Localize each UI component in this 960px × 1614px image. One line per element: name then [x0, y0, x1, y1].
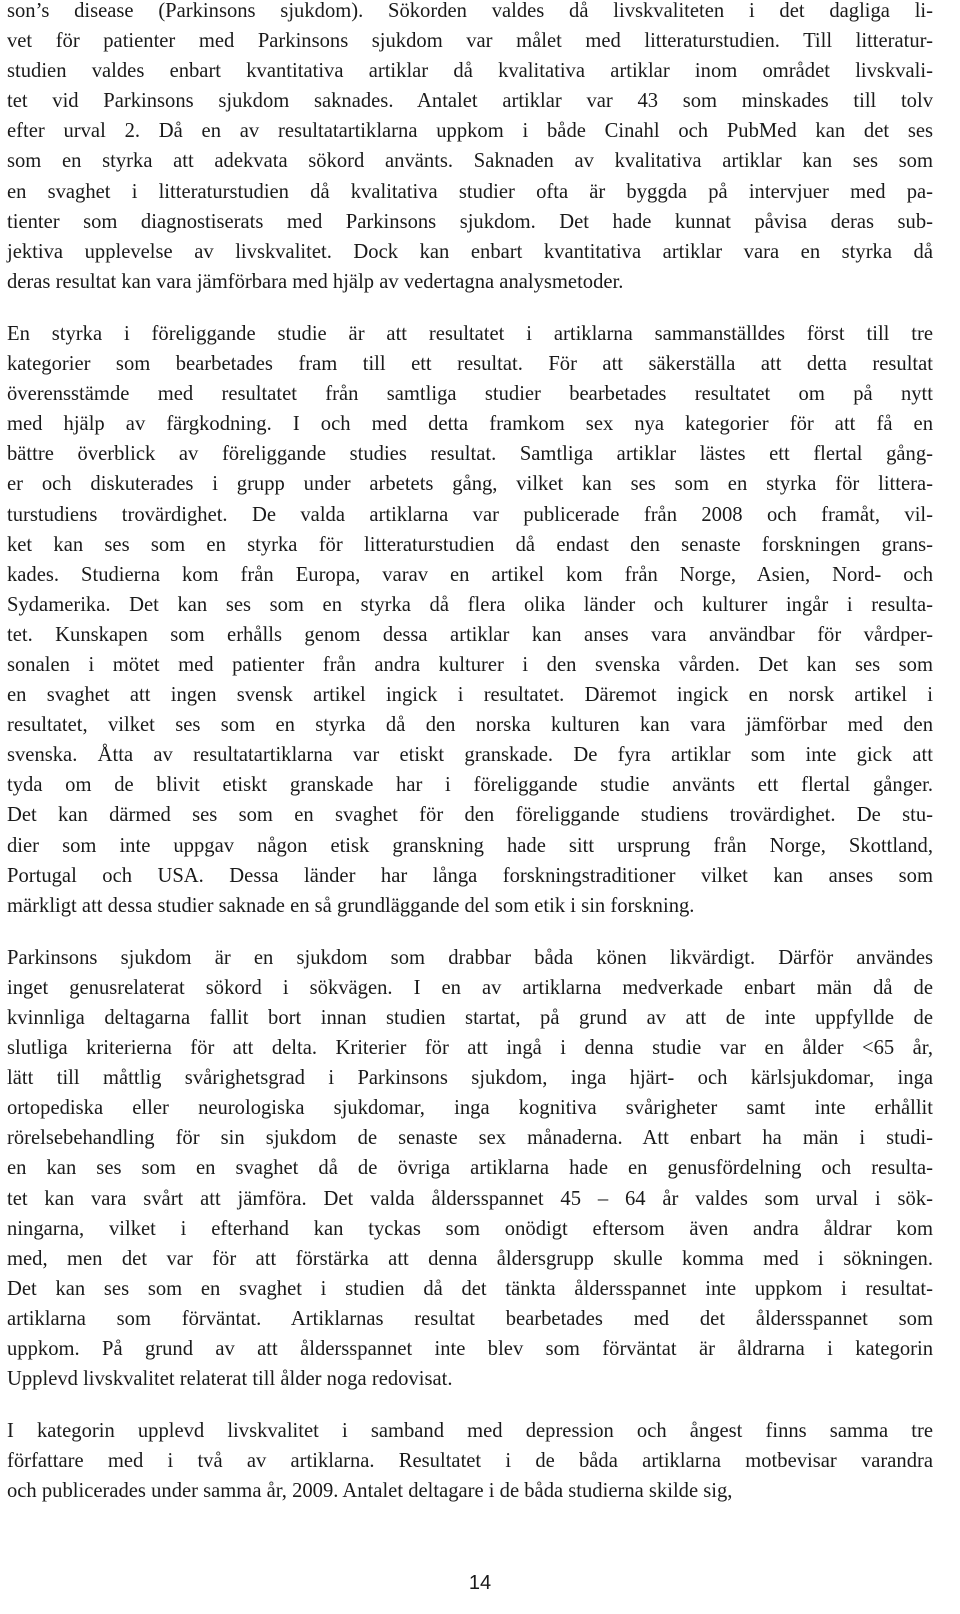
page-number: 14 [468, 1572, 492, 1594]
text-line: kvinnliga deltagarna fallit bort innan studien startat, på grund av att de inte uppfyllde de [7, 1007, 933, 1029]
text-line: uppkom. På grund av att åldersspannet inte blev som förväntat är åldrarna i kategorin [7, 1338, 933, 1361]
text-line: son’s disease (Parkinsons sjukdom). Sökorden valdes då livskvaliteten i det dagliga li- [7, 0, 933, 22]
text-line: lätt till måttlig svårighetsgrad i Parkinsons sjukdom, inga hjärt- och kärlsjukdomar, inga [7, 1067, 933, 1090]
text-line: kategorier som bearbetades fram till ett resultat. För att säkerställa att detta resultat [7, 353, 933, 376]
body-paragraph [7, 319, 933, 921]
text-line: författare med i två av artiklarna. Resultatet i de båda artiklarna motbevisar varandra [7, 1450, 933, 1473]
text-line: resultatet, vilket ses som en styrka då den norska kulturen kan vara jämförbar med den [7, 714, 933, 737]
text-line: rörelsebehandling för sin sjukdom de senaste sex månaderna. Att enbart ha män i studi- [7, 1127, 933, 1150]
text-line: En styrka i föreliggande studie är att resultatet i artiklarna sammanställdes först till tre [7, 322, 933, 345]
text-line: tyda om de blivit etiskt granskade har i föreliggande studie använts ett flertal gånger. [7, 774, 933, 797]
text-line: märkligt att dessa studier saknade en så grundläggande del som etik i sin forskning. [7, 894, 695, 917]
text-line: studien valdes enbart kvantitativa artiklar då kvalitativa artiklar inom området livskvali- [7, 60, 933, 83]
text-line: bättre överblick av föreliggande studies resultat. Samtliga artiklar lästes ett flertal gång- [7, 443, 933, 466]
text-line: ningarna, vilket i efterhand kan tyckas som onödigt eftersom även andra åldrar kom [7, 1217, 933, 1240]
text-line: dier som inte uppgav någon etisk granskning hade sitt ursprung från Norge, Skottland, [7, 834, 933, 857]
text-line: överensstämde med resultatet från samtliga studier bearbetades resultatet om på nytt [7, 383, 933, 406]
paragraph-spacer [7, 1394, 933, 1416]
paragraph-spacer [7, 921, 933, 943]
text-line: Upplevd livskvalitet relaterat till ålder noga redovisat. [7, 1368, 453, 1391]
text-line: sonalen i mötet med patienter från andra kulturer i den svenska vården. Det kan ses som [7, 653, 933, 676]
text-line: med, men det var för att förstärka att denna åldersgrupp skulle komma med i sökningen. [7, 1247, 933, 1270]
text-line: Det kan ses som en svaghet i studien då det tänkta åldersspannet inte uppkom i resultat- [7, 1277, 933, 1300]
text-line: turstudiens trovärdighet. De valda artiklarna var publicerade från 2008 och framåt, vil- [7, 503, 933, 526]
body-paragraph [7, 943, 933, 1394]
text-line: Parkinsons sjukdom är en sjukdom som drabbar båda könen likvärdigt. Därför användes [7, 946, 933, 969]
text-line: er och diskuterades i grupp under arbetets gång, vilket kan ses som en styrka för littera- [7, 473, 933, 496]
paragraph-spacer [7, 297, 933, 319]
text-line: svenska. Åtta av resultatartiklarna var etiskt granskade. De fyra artiklar som inte gick att [7, 744, 933, 767]
text-line: slutliga kriterierna för att delta. Kriterier för att ingå i denna studie var en ålder <65 år, [7, 1037, 933, 1060]
text-line: Sydamerika. Det kan ses som en styrka då flera olika länder och kulturer ingår i resulta- [7, 593, 933, 616]
text-line: jektiva upplevelse av livskvalitet. Dock kan enbart kvantitativa artiklar vara en styrka då [7, 240, 933, 263]
text-line: tet kan vara svårt att jämföra. Det valda åldersspannet 45 – 64 år valdes som urval i sök- [7, 1187, 933, 1210]
text-line: Portugal och USA. Dessa länder har långa forskningstraditioner vilket kan anses som [7, 864, 933, 887]
text-line: en svaghet att ingen svensk artikel ingick i resultatet. Däremot ingick en norsk artikel i [7, 684, 933, 707]
body-paragraph [7, 1416, 933, 1506]
text-line: ortopediska eller neurologiska sjukdomar, inga kognitiva svårigheter samt inte erhållit [7, 1097, 933, 1120]
text-line: som en styrka att adekvata sökord använts. Saknaden av kvalitativa artiklar kan ses som [7, 150, 933, 173]
text-line: ket kan ses som en styrka för litteraturstudien då endast den senaste forskningen grans- [7, 533, 933, 556]
text-line: tet. Kunskapen som erhålls genom dessa artiklar kan anses vara användbar för vårdper- [7, 623, 933, 646]
text-line: tet vid Parkinsons sjukdom saknades. Antalet artiklar var 43 som minskades till tolv [7, 90, 933, 113]
text-line: deras resultat kan vara jämförbara med hjälp av vedertagna analysmetoder. [7, 270, 624, 293]
text-line: tienter som diagnostiserats med Parkinsons sjukdom. Det hade kunnat påvisa deras sub- [7, 210, 933, 233]
text-line: Det kan därmed ses som en svaghet för den föreliggande studiens trovärdighet. De stu- [7, 804, 933, 827]
text-line: efter urval 2. Då en av resultatartiklarna uppkom i både Cinahl och PubMed kan det ses [7, 120, 933, 143]
text-line: med hjälp av färgkodning. I och med detta framkom sex nya kategorier för att få en [7, 413, 933, 436]
text-line: kades. Studierna kom från Europa, varav en artikel kom från Norge, Asien, Nord- och [7, 563, 933, 586]
body-paragraph [7, 0, 933, 297]
text-line: en svaghet i litteraturstudien då kvalitativa studier ofta är byggda på intervjuer med pa- [7, 180, 933, 203]
text-line: vet för patienter med Parkinsons sjukdom var målet med litteraturstudien. Till litteratur- [7, 30, 933, 53]
text-line: en kan ses som en svaghet då de övriga artiklarna hade en genusfördelning och resulta- [7, 1157, 933, 1180]
text-line: inget genusrelaterat sökord i sökvägen. I en av artiklarna medverkade enbart män då de [7, 976, 933, 999]
document-page [7, 0, 933, 1507]
text-line: I kategorin upplevd livskvalitet i samband med depression och ångest finns samma tre [7, 1420, 933, 1443]
text-line: och publicerades under samma år, 2009. Antalet deltagare i de båda studierna skilde sig, [7, 1480, 733, 1503]
text-line: artiklarna som förväntat. Artiklarnas resultat bearbetades med det åldersspannet som [7, 1307, 933, 1330]
